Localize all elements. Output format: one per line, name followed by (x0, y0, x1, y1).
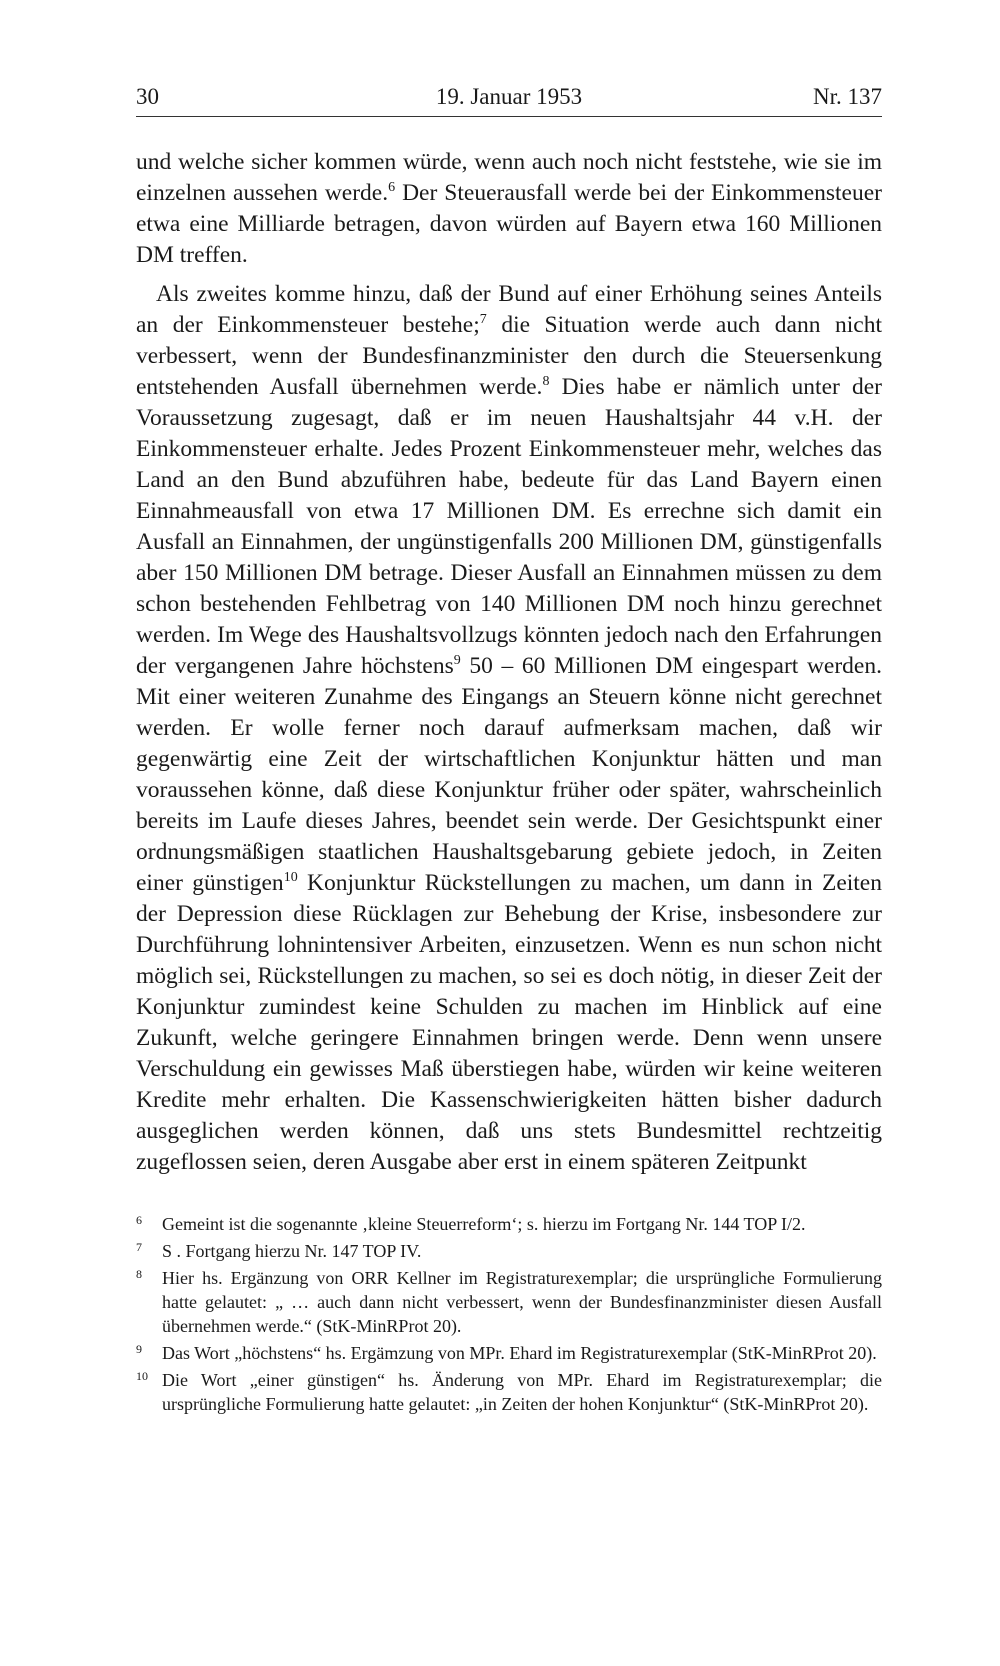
footnote (136, 1266, 882, 1338)
header-date: 19. Januar 1953 (435, 84, 583, 109)
footnote-ref-8: 8 (542, 374, 550, 389)
paragraph-text: Als zweites komme hinzu, daß der Bund auf einer Erhöhung seines Anteils an der Einkommensteuer bestehe; (136, 281, 882, 338)
paragraph-text: Dies habe er nämlich unter der Voraussetzung zugesagt, daß er im neuen Haushaltsjahr 44 v.H. der Einkommensteuer erhalte. Jedes Prozent Einkommensteuer mehr, welches das Land an den Bund abzuführen habe, bedeute für das Land Bayern einen Einnahmeausfall von etwa 17 Millionen DM. Es errechne sich damit ein Ausfall an Einnahmen, der ungünstigenfalls 200 Millionen DM, günstigenfalls aber 150 Millionen DM betrage. Dieser Ausfall an Einnahmen müssen zu dem schon bestehenden Fehlbetrag von 140 Millionen DM noch hinzu gerechnet werden. Im Wege des Haushaltsvollzugs könnten jedoch nach den Erfahrungen der vergangenen Jahre höchstens (136, 374, 882, 679)
paragraph-text: Konjunktur Rückstellungen zu machen, um dann in Zeiten der Depression diese Rücklagen zur Behebung der Krise, insbesondere zur Durchführung lohnintensiver Arbeiten, einzusetzen. Wenn es nun schon nicht möglich sei, Rückstellungen zu machen, so sei es doch nötig, in dieser Zeit der Konjunktur zumindest keine Schulden zu machen im Hinblick auf eine Zukunft, welche geringere Einnahmen bringen werde. Denn wenn unsere Verschuldung ein gewisses Maß überstiegen habe, würden wir keine weiteren Kredite mehr erhalten. Die Kassenschwierigkeiten hätten bisher dadurch ausgeglichen werden können, daß uns stets Bundesmittel rechtzeitig zugeflossen seien, deren Ausgabe aber erst in einem späteren Zeitpunkt (136, 870, 882, 1175)
footnote-text: Die Wort „einer günstigen“ hs. Änderung von MPr. Ehard im Registraturexemplar; die ursprüngliche Formulierung hatte gelautet: „in Zeiten der hohen Konjunktur“ (StK-MinRProt 20). (162, 1370, 882, 1414)
paragraph-text: Der Steuerausfall werde bei der Einkommensteuer etwa eine Milliarde betragen, davon würden auf Bayern etwa 160 Millionen DM treffen. (136, 180, 882, 268)
paragraph-text: die Situation werde auch dann nicht verbessert, wenn der Bundesfinanzminister den durch die Steuersenkung entstehenden Ausfall übernehmen werde. (136, 312, 883, 400)
footnote-text: Das Wort „höchstens“ hs. Ergämzung von MPr. Ehard im Registraturexemplar (StK-MinRProt 20). (162, 1343, 877, 1363)
main-text (136, 147, 882, 1178)
footnote-text: Gemeint ist die sogenannte ‚kleine Steuerreform‘; s. hierzu im Fortgang Nr. 144 TOP I/2. (162, 1214, 806, 1234)
paragraph-text: 50 – 60 Millionen DM eingespart werden. Mit einer weiteren Zunahme des Eingangs an Steuern könne nicht gerechnet werden. Er wolle ferner noch darauf aufmerksam machen, daß wir gegenwärtig eine Zeit der wirtschaftlichen Konjunktur hätten und man voraussehen könne, daß diese Konjunktur früher oder später, wahrscheinlich bereits im Laufe dieses Jahres, beendet sein werde. Der Gesichtspunkt einer ordnungsmäßigen staatlichen Haushaltsgebarung gebiete jedoch, in Zeiten einer günstigen (136, 653, 882, 896)
footnotes (136, 1212, 882, 1416)
footnote-ref-7: 7 (479, 312, 487, 327)
footnote-ref-9: 9 (453, 653, 461, 668)
footnote-ref-6: 6 (388, 180, 396, 195)
page-number: 30 (136, 84, 159, 109)
footnote-number: 7 (136, 1240, 142, 1254)
footnote (136, 1239, 882, 1263)
paragraph-2 (136, 279, 882, 1178)
footnote-text: Hier hs. Ergänzung von ORR Kellner im Registraturexemplar; die ursprüngliche Formulierung hatte gelautet: „ … auch dann nicht verbessert, wenn der Bundesfinanzminister diesen Ausfall übernehmen werde.“ (StK-MinRProt 20). (162, 1268, 882, 1336)
footnote-number: 8 (136, 1267, 142, 1281)
footnote (136, 1212, 882, 1236)
footnote (136, 1368, 882, 1416)
footnote-number: 9 (136, 1342, 142, 1356)
paragraph-1 (136, 147, 882, 271)
footnote (136, 1341, 882, 1365)
footnote-number: 6 (136, 1213, 142, 1227)
footnote-ref-10: 10 (283, 870, 298, 885)
paragraph-text: und welche sicher kommen würde, wenn auch noch nicht feststehe, wie sie im einzelnen aussehen werde. (136, 149, 882, 206)
footnote-text: S . Fortgang hierzu Nr. 147 TOP IV. (162, 1241, 422, 1261)
running-header (136, 80, 882, 114)
header-issue-number: Nr. 137 (813, 84, 882, 109)
document-page (136, 80, 882, 1419)
footnote-number: 10 (136, 1369, 148, 1383)
header-divider (136, 116, 882, 117)
